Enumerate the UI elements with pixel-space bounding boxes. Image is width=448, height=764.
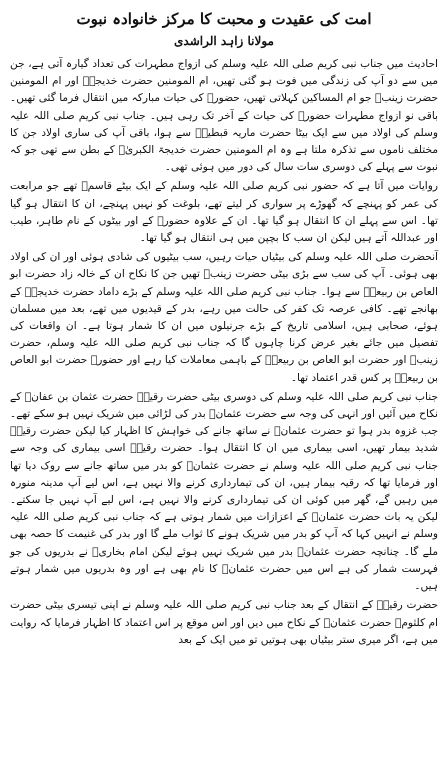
article-title: امت کی عقیدت و محبت کا مرکز خانوادہ نبوت bbox=[76, 10, 372, 28]
article-paragraph-1: احادیث میں جناب نبی کریم صلی اللہ علیہ وسلم کی ازواج مطہرات کی تعداد گیارہ آتی ہے، جن میں سے دو آپ کی زندگی میں فوت ہو گئی تھیں، ام المومنین حضرت خدیجہؓ اور ام المومنین حضرت زینبؓ جو ام المساکین کہلاتی تھیں، حضورؐ کی حیات مبارکہ میں انتقال فرما گئی تھیں۔ باقی نو ازواج مطہرات حضورؐ کی حیات کے آخر تک رہی ہیں۔ جناب نبی کریم صلی اللہ علیہ وسلم کی اولاد میں سے ایک بیٹا حضرت ماریہ قبطیہؓ سے ہوا، باقی آپ کی ساری اولاد جن کا مختلف ناموں سے تذکرہ ملتا ہے وہ ام المومنین حضرت خدیجۃ الکبریٰؓ کے بطن سے تھی جو کہ نبوت سے پہلے کی دوسری سات سال کی دور میں ہوئی تھی۔ bbox=[10, 58, 438, 174]
article-author: مولانا زاہد الراشدی bbox=[174, 34, 274, 48]
article-paragraph-3: آنحضرت صلی اللہ علیہ وسلم کی بیٹیاں حیات رہیں، سب بیٹیوں کی شادی ہوئی اور ان کی اولاد بھی ہوئی۔ آپ کی سب سے بڑی بیٹی حضرت زینبؓ تھیں جن کا نکاح ان کے خالہ زاد حضرت ابو العاص بن ربیعہؓ سے ہوا۔ جناب نبی کریم صلی اللہ علیہ وسلم کے بڑے داماد حضرت خدیجہؓ کے بھانجے تھے۔ کافی عرصہ تک کفر کی حالت میں رہے، بدر کے قیدیوں میں تھے، بعد میں مسلمان ہوئے، صحابی ہیں، اسلامی تاریخ کے بڑے جرنیلوں میں ان کا شمار ہوتا ہے۔ ان واقعات کی تفصیل میں جائے بغیر عرض کرنا چاہوں گا کہ جناب نبی کریم صلی اللہ علیہ وسلم، حضرت زینبؓ اور حضرت ابو العاص بن ربیعہؓ کے باہمی معاملات کیا رہے اور حضورؐ حضرت ابو العاص بن ربیعہؓ پر کس قدر اعتماد تھا۔ bbox=[10, 251, 438, 384]
article-paragraph-4: جناب نبی کریم صلی اللہ علیہ وسلم کی دوسری بیٹی حضرت رقیہؓ حضرت عثمان بن عفانؓ کے نکاح میں آئیں اور انہی کی وجہ سے حضرت عثمانؓ بدر کی لڑائی میں شریک نہیں ہو سکے تھے۔ جب غزوہ بدر ہوا تو حضرت عثمانؓ نے ساتھ جانے کی خواہش کا اظہار کیا لیکن حضرت رقیہؓ شدید بیمار تھیں، اسی بیماری میں ان کا انتقال ہوا۔ حضرت رقیہؓ اسی بیماری کی وجہ سے جناب نبی کریم صلی اللہ علیہ وسلم نے حضرت عثمانؓ کو بدر میں ساتھ جانے سے روک دیا تھا اور فرمایا تھا کہ رقیہ بیمار ہیں، ان کی تیمارداری کرنے والا نہیں ہے، اس لیے آپ مدینہ منورہ میں رہیں گے، گھر میں کوئی ان کی تیمارداری کرنے والا نہیں ہے، اس لیے آپ نہیں جا سکتے۔ لیکن یہ بات حضرت عثمانؓ کے اعزازات میں شمار ہوتی ہے کہ جناب نبی کریم صلی اللہ علیہ وسلم نے انہیں کہا کہ آپ کو بدر میں شریک ہونے کا ثواب ملے گا اور بدر کی غنیمت کا حصہ بھی ملے گا۔ چنانچہ حضرت عثمانؓ بدر میں شریک نہیں ہوئے لیکن امام بخاریؒ نے بدریوں کی جو فہرست شمار کی ہے اس میں حضرت عثمانؓ کا نام بھی ہے اور وہ بدریوں میں شمار ہوتے ہیں۔ bbox=[10, 390, 438, 593]
article-paragraph-5: حضرت رقیہؓ کے انتقال کے بعد جناب نبی کریم صلی اللہ علیہ وسلم نے اپنی تیسری بیٹی حضرت ام کلثومؓ حضرت عثمانؓ کے نکاح میں دیں اور اس موقع پر اس اعتماد کا اظہار فرمایا کہ روایت میں ہے، اگر میری ستر بیٹیاں بھی ہوتیں تو میں ایک کے بعد bbox=[10, 599, 438, 646]
article-body bbox=[10, 56, 438, 651]
article-paragraph-2: روایات میں آتا ہے کہ حضور نبی کریم صلی اللہ علیہ وسلم کے ایک بیٹے قاسمؓ تھے جو مرابعت کی عمر کو پہنچے کہ گھوڑے پر سواری کر لیتے تھے، بلوغت کو نہیں پہنچے، ان کا انتقال ہو گیا تھا۔ اس سے پہلے ان کا انتقال ہو گیا تھا۔ ان کے علاوہ حضورؐ کے اور بیٹوں کے نام طاہر، طیب اور عبداللہ آتے ہیں لیکن ان سب کا بچپن میں ہی انتقال ہو گیا تھا۔ bbox=[10, 180, 438, 245]
